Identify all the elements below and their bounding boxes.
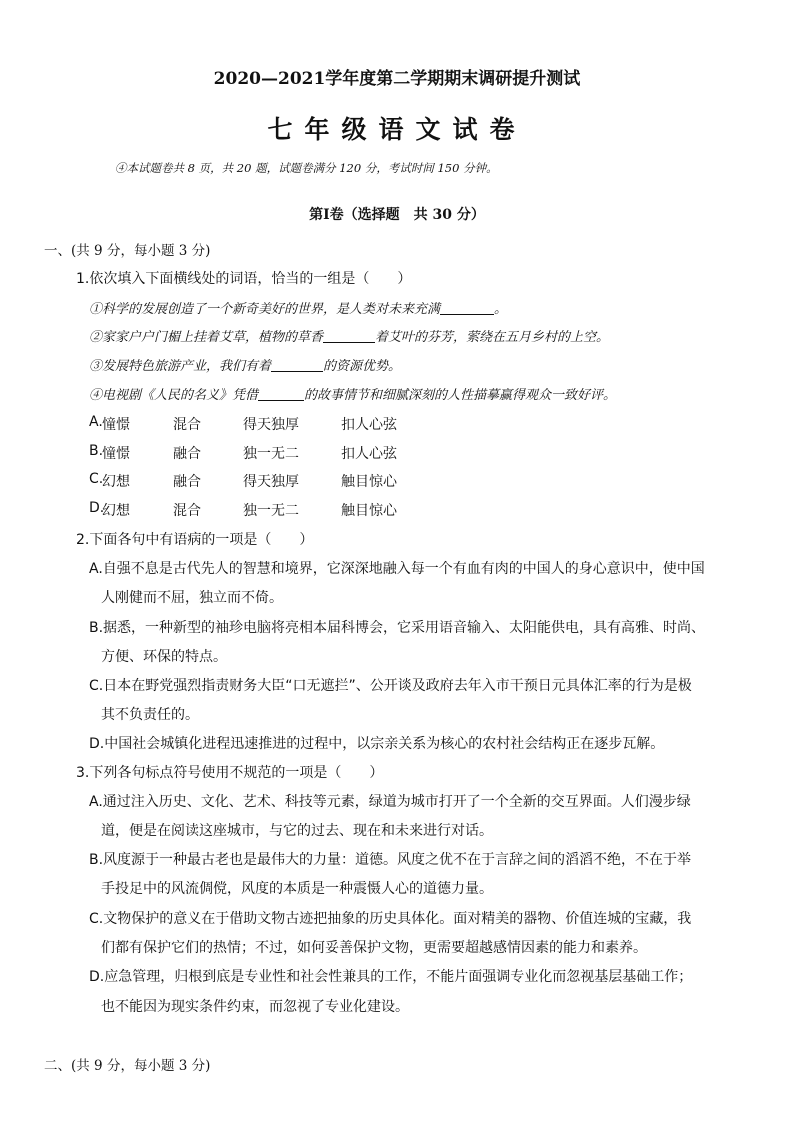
option-letter: A. — [89, 414, 103, 430]
q1-sentence-3-before: ③发展特色旅游产业，我们有着 — [89, 359, 272, 374]
q3-option-c-cont: 们都有保护它们的热情；不过，如何妥善保护文物，更需要超越感情因素的能力和素养。 — [101, 940, 647, 956]
option-word: 独一无二 — [243, 446, 299, 462]
q1-sentence-1-after: 。 — [494, 302, 508, 317]
option-word: 扣人心弦 — [341, 446, 397, 462]
q3-option-b: B.风度源于一种最古老也是最伟大的力量：道德。风度之优不在于言辞之间的滔滔不绝，不在于举 — [89, 852, 692, 868]
q3-option-b-cont: 手投足中的风流倜傥，风度的本质是一种震慑人心的道德力量。 — [101, 881, 493, 897]
option-letter: C. — [89, 471, 104, 487]
q2-option-c-cont: 其不负责任的。 — [101, 707, 199, 723]
q1-sentence-2-before: ②家家户户门楣上挂着艾草，植物的草香 — [89, 330, 324, 345]
option-word: 幻想 — [102, 503, 130, 519]
q1-sentence-1-before: ①科学的发展创造了一个新奇美好的世界，是人类对未来充满 — [89, 302, 441, 317]
q3-option-a: A.通过注入历史、文化、艺术、科技等元素，绿道为城市打开了一个全新的交互界面。人们漫步绿 — [89, 794, 691, 810]
fill-blank — [271, 359, 323, 372]
q3-option-d: D.应急管理，归根到底是专业性和社会性兼具的工作，不能片面强调专业化而忽视基层基础工作； — [89, 969, 693, 985]
option-word: 触目惊心 — [341, 503, 397, 519]
option-word: 混合 — [173, 417, 201, 433]
q2-option-d: D.中国社会城镇化进程迅速推进的过程中，以宗亲关系为核心的农村社会结构正在逐步瓦解。 — [89, 736, 665, 752]
q1-sentence-2-after: 着艾叶的芬芳，萦绕在五月乡村的上空。 — [375, 330, 610, 345]
q1-sentence-3-after: 的资源优势。 — [323, 359, 402, 374]
q3-option-a-cont: 道，便是在阅读这座城市，与它的过去、现在和未来进行对话。 — [101, 823, 493, 839]
q1-sentence-4-after: 的故事情节和细腻深刻的人性描摹赢得观众一致好评。 — [304, 388, 617, 403]
option-word: 幻想 — [102, 474, 130, 490]
q1-sentence-3 — [89, 355, 401, 374]
q2-option-a: A.自强不息是古代先人的智慧和境界，它深深地融入每一个有血有肉的中国人的身心意识中，使中国 — [89, 561, 705, 577]
section-heading-1: 一、(共 9 分，每小题 3 分) — [44, 243, 211, 259]
option-word: 得天独厚 — [243, 417, 299, 433]
exam-title: 2020—2021学年度第二学期期末调研提升测试 — [213, 69, 581, 89]
fill-blank — [258, 388, 304, 401]
question-3-stem: 3.下列各句标点符号使用不规范的一项是（ ） — [76, 765, 384, 781]
option-word: 触目惊心 — [341, 474, 397, 490]
q1-sentence-4 — [89, 384, 616, 403]
q2-option-a-cont: 人刚健而不屈，独立而不倚。 — [101, 590, 283, 606]
option-word: 扣人心弦 — [341, 417, 397, 433]
q3-option-c: C.文物保护的意义在于借助文物古迹把抽象的历史具体化。面对精美的器物、价值连城的宝藏，我 — [89, 911, 692, 927]
option-letter: B. — [89, 443, 104, 459]
fill-blank — [440, 302, 494, 315]
exam-note: ④本试题卷共 8 页，共 20 题，试题卷满分 120 分，考试时间 150 分钟。 — [115, 161, 498, 175]
question-1-stem: 1.依次填入下面横线处的词语，恰当的一组是（ ） — [76, 271, 412, 287]
q3-option-d-cont: 也不能因为现实条件约束，而忽视了专业化建设。 — [101, 999, 409, 1015]
option-word: 憧憬 — [102, 446, 130, 462]
option-word: 得天独厚 — [243, 474, 299, 490]
section-heading-2: 二、(共 9 分，每小题 3 分) — [44, 1058, 211, 1074]
option-word: 独一无二 — [243, 503, 299, 519]
question-2-stem: 2.下面各句中有语病的一项是（ ） — [76, 532, 314, 548]
option-letter: D. — [89, 500, 105, 516]
option-word: 融合 — [173, 446, 201, 462]
q2-option-b-cont: 方便、环保的特点。 — [101, 649, 227, 665]
q1-sentence-4-before: ④电视剧《人民的名义》凭借 — [89, 388, 259, 403]
fill-blank — [323, 330, 375, 343]
q2-option-b: B.据悉，一种新型的袖珍电脑将亮相本届科博会，它采用语音输入、太阳能供电，具有高雅、时尚、 — [89, 620, 706, 636]
option-word: 混合 — [173, 503, 201, 519]
option-word: 融合 — [173, 474, 201, 490]
volume-title: 第Ⅰ卷（选择题 共 30 分） — [309, 207, 485, 223]
q1-sentence-1 — [89, 298, 507, 317]
q2-option-c: C.日本在野党强烈指责财务大臣“口无遮拦”、公开谈及政府去年入市干预日元具体汇率的行为是极 — [89, 678, 692, 694]
q1-sentence-2 — [89, 326, 609, 345]
exam-subtitle: 七年级语文试卷 — [267, 115, 527, 144]
option-word: 憧憬 — [102, 417, 130, 433]
